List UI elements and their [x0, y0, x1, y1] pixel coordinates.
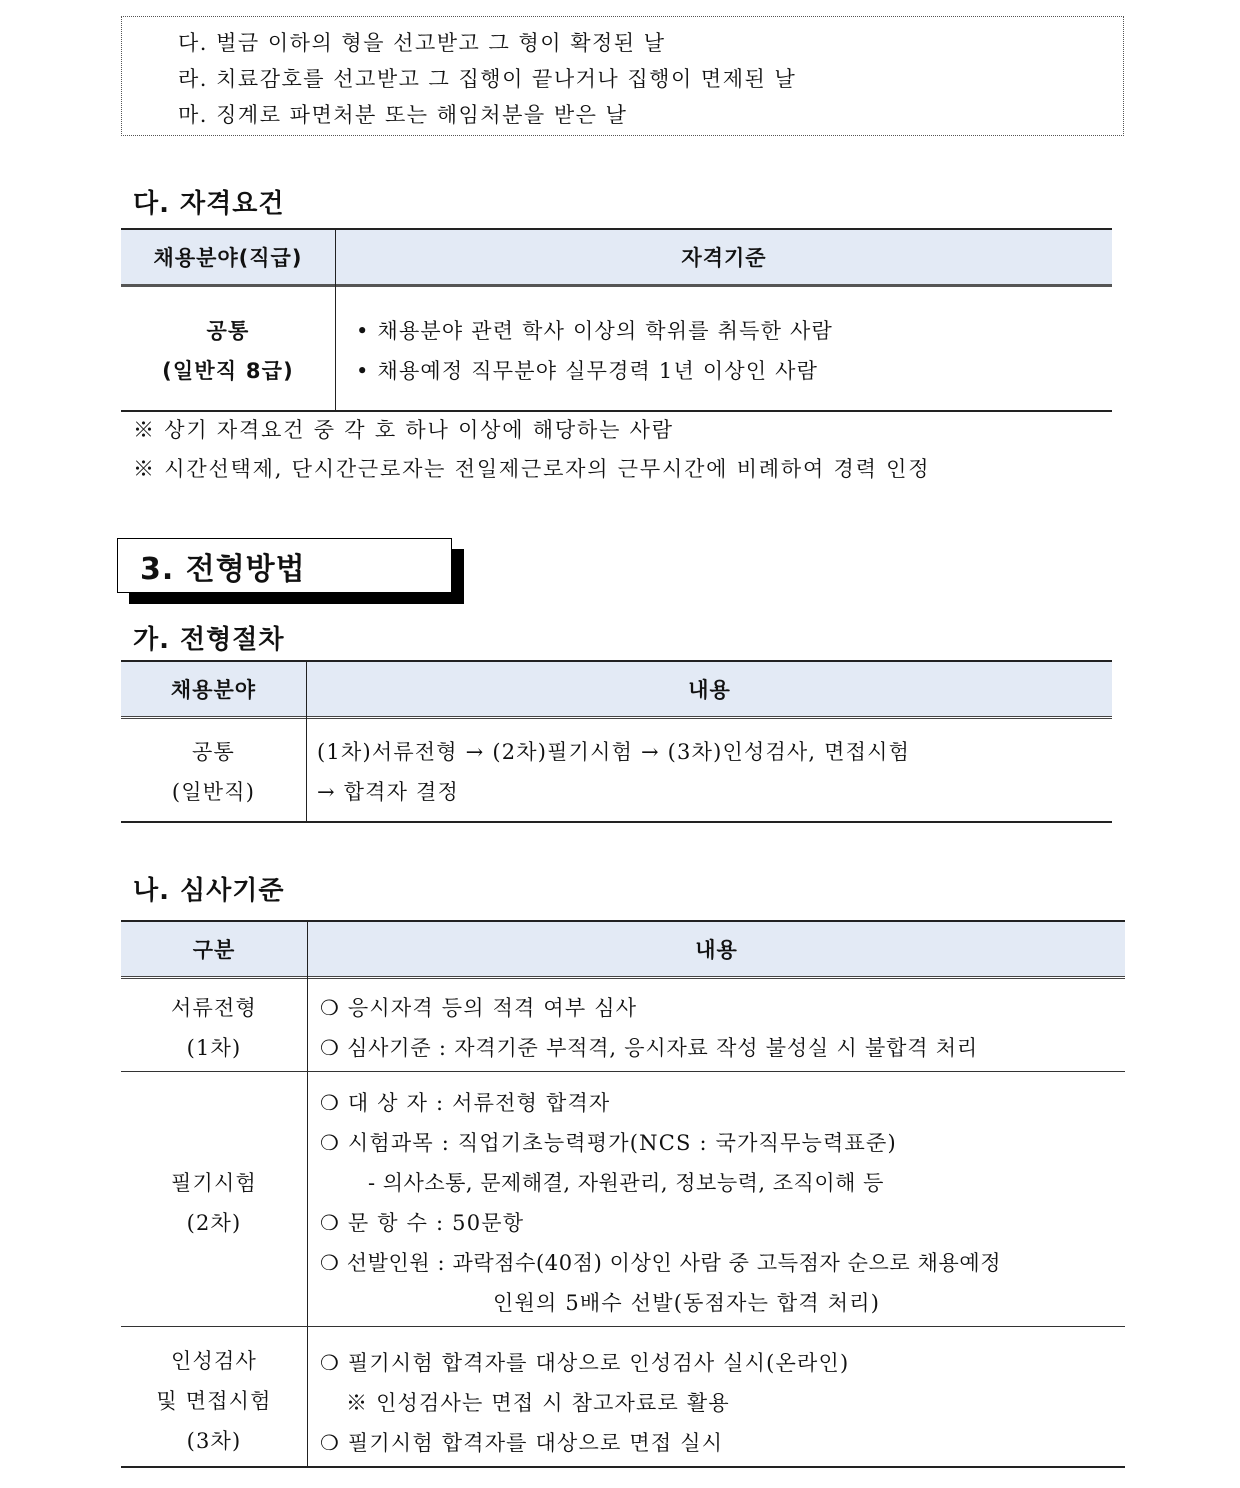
table-rule — [121, 1071, 1125, 1072]
row-label: 필기시험 — [171, 1171, 257, 1195]
table-rule — [121, 821, 1112, 823]
criteria-line: ❍ 필기시험 합격자를 대상으로 면접 실시 — [320, 1431, 724, 1455]
table-rule — [121, 1466, 1125, 1468]
procedure-content: → 합격자 결정 — [317, 780, 459, 804]
table-rule — [121, 716, 1112, 719]
criteria-line: ❍ 대 상 자 : 서류전형 합격자 — [320, 1091, 611, 1115]
table-rule — [121, 284, 1112, 287]
criteria-line: - 의사소통, 문제해결, 자원관리, 정보능력, 조직이해 등 — [368, 1171, 884, 1195]
criteria-line: ❍ 필기시험 합격자를 대상으로 인성검사 실시(온라인) — [320, 1351, 850, 1375]
row-label: 및 면접시험 — [156, 1389, 272, 1413]
criteria-heading: 나. 심사기준 — [133, 876, 285, 906]
row-label: 인성검사 — [171, 1349, 257, 1373]
row-label: 서류전형 — [171, 996, 257, 1020]
qualifications-heading: 다. 자격요건 — [133, 189, 285, 219]
field-label: 공통 — [192, 740, 235, 764]
box-line: 라. 치료감호를 선고받고 그 집행이 끝나거나 집행이 면제된 날 — [178, 67, 797, 91]
criteria-item: • 채용분야 관련 학사 이상의 학위를 취득한 사람 — [356, 319, 833, 343]
column-header: 채용분야 — [121, 662, 306, 716]
criteria-line: ❍ 응시자격 등의 적격 여부 심사 — [320, 996, 638, 1020]
criteria-line: ※ 인성검사는 면접 시 참고자료로 활용 — [346, 1391, 730, 1415]
field-label: (일반직) — [171, 780, 256, 804]
field-label: 공통 — [206, 319, 250, 343]
procedure-heading: 가. 전형절차 — [133, 625, 285, 655]
row-label: (2차) — [186, 1211, 242, 1235]
column-header: 자격기준 — [336, 230, 1112, 284]
table-divider — [307, 922, 308, 1467]
box-line: 다. 벌금 이하의 형을 선고받고 그 형이 확정된 날 — [178, 31, 666, 55]
procedure-content: (1차)서류전형 → (2차)필기시험 → (3차)인성검사, 면접시험 — [317, 740, 911, 764]
criteria-line: ❍ 선발인원 : 과락점수(40점) 이상인 사람 중 고득점자 순으로 채용예정 — [320, 1251, 1002, 1275]
table-rule — [121, 976, 1125, 979]
row-label: (1차) — [186, 1036, 242, 1060]
column-header: 내용 — [307, 662, 1112, 716]
note: ※ 시간선택제, 단시간근로자는 전일제근로자의 근무시간에 비례하여 경력 인정 — [133, 457, 931, 481]
table-rule — [121, 1326, 1125, 1327]
continuation-box — [121, 16, 1124, 136]
table-divider — [335, 230, 336, 411]
note: ※ 상기 자격요건 중 각 호 하나 이상에 해당하는 사람 — [133, 418, 674, 442]
criteria-item: • 채용예정 직무분야 실무경력 1년 이상인 사람 — [356, 359, 819, 383]
section-title: 3. 전형방법 — [140, 552, 306, 587]
box-line: 마. 징계로 파면처분 또는 해임처분을 받은 날 — [178, 103, 628, 127]
row-label: (3차) — [186, 1429, 242, 1453]
field-label: (일반직 8급) — [162, 359, 294, 383]
criteria-line: ❍ 심사기준 : 자격기준 부적격, 응시자료 작성 불성실 시 불합격 처리 — [320, 1036, 978, 1060]
column-header: 채용분야(직급) — [121, 230, 335, 284]
criteria-line: ❍ 시험과목 : 직업기초능력평가(NCS : 국가직무능력표준) — [320, 1131, 897, 1155]
column-header: 내용 — [308, 922, 1125, 976]
column-header: 구분 — [121, 922, 307, 976]
criteria-line: 인원의 5배수 선발(동점자는 합격 처리) — [493, 1291, 881, 1315]
table-rule — [121, 410, 1112, 412]
table-divider — [306, 662, 307, 822]
criteria-line: ❍ 문 항 수 : 50문항 — [320, 1211, 525, 1235]
